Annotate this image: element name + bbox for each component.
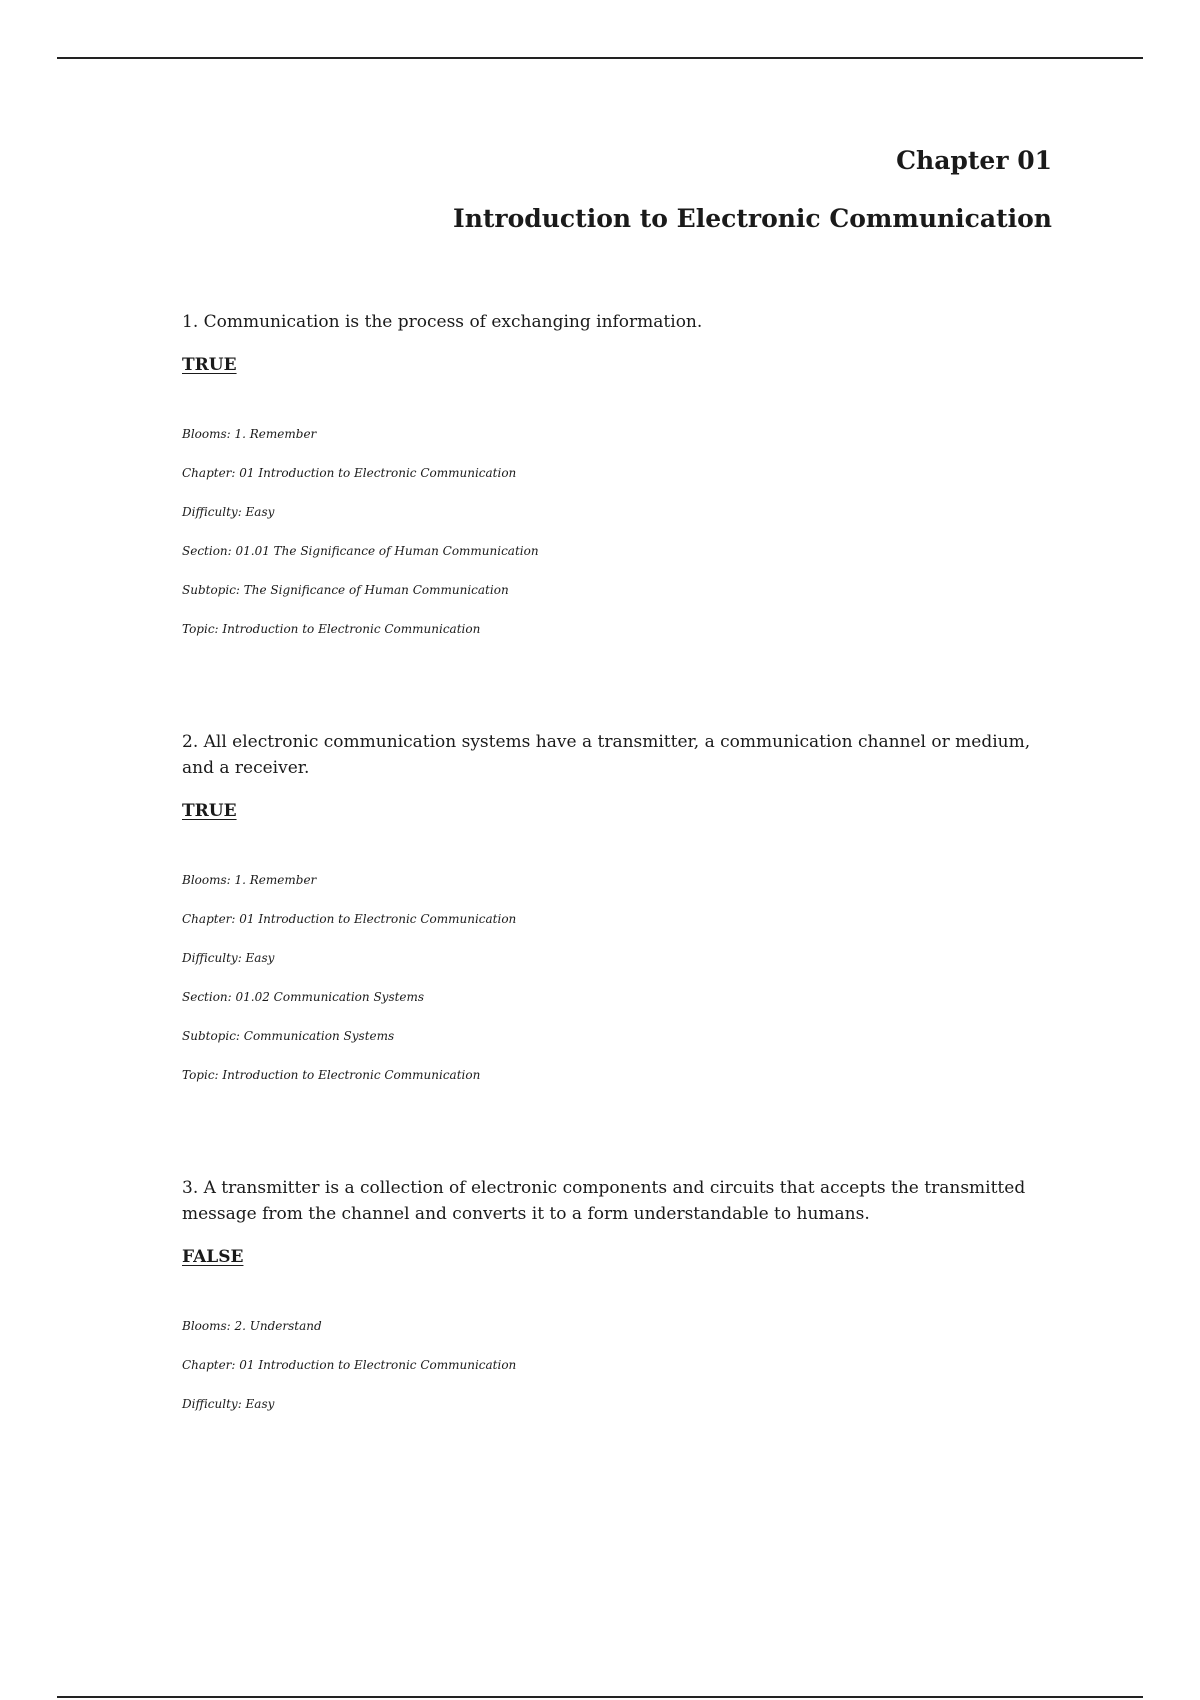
question-text: 2. All electronic communication systems have a transmitter, a communication channel or medium, and a receiver. [182,732,1031,778]
answer-label: TRUE [182,355,237,375]
question-3 [182,1175,1052,1436]
meta-blooms: Blooms: 2. Understand [182,1319,322,1333]
meta-subtopic: Subtopic: The Significance of Human Communication [182,583,509,597]
meta-section: Section: 01.01 The Significance of Human Communication [182,544,539,558]
bottom-rule [57,1696,1143,1698]
meta-blooms: Blooms: 1. Remember [182,427,317,441]
meta-section: Section: 01.02 Communication Systems [182,990,425,1004]
question-text: 3. A transmitter is a collection of electronic components and circuits that accepts the transmitted message from the channel and converts it to a form understandable to humans. [182,1178,1026,1224]
question-text: 1. Communication is the process of exchanging information. [182,312,703,332]
question-metadata [182,1319,1052,1436]
answer-label: TRUE [182,801,237,821]
meta-difficulty: Difficulty: Easy [182,1397,275,1411]
chapter-title: Introduction to Electronic Communication [453,204,1052,233]
meta-topic: Topic: Introduction to Electronic Communication [182,622,481,636]
question-metadata [182,873,1052,1107]
meta-subtopic: Subtopic: Communication Systems [182,1029,395,1043]
meta-chapter: Chapter: 01 Introduction to Electronic Communication [182,466,517,480]
chapter-label: Chapter 01 [896,146,1052,175]
meta-topic: Topic: Introduction to Electronic Communication [182,1068,481,1082]
meta-difficulty: Difficulty: Easy [182,951,275,965]
question-metadata [182,427,1052,661]
answer-label: FALSE [182,1247,244,1267]
top-rule [57,57,1143,59]
meta-chapter: Chapter: 01 Introduction to Electronic Communication [182,1358,517,1372]
meta-chapter: Chapter: 01 Introduction to Electronic Communication [182,912,517,926]
meta-blooms: Blooms: 1. Remember [182,873,317,887]
question-1 [182,309,1052,661]
meta-difficulty: Difficulty: Easy [182,505,275,519]
question-2 [182,729,1052,1107]
